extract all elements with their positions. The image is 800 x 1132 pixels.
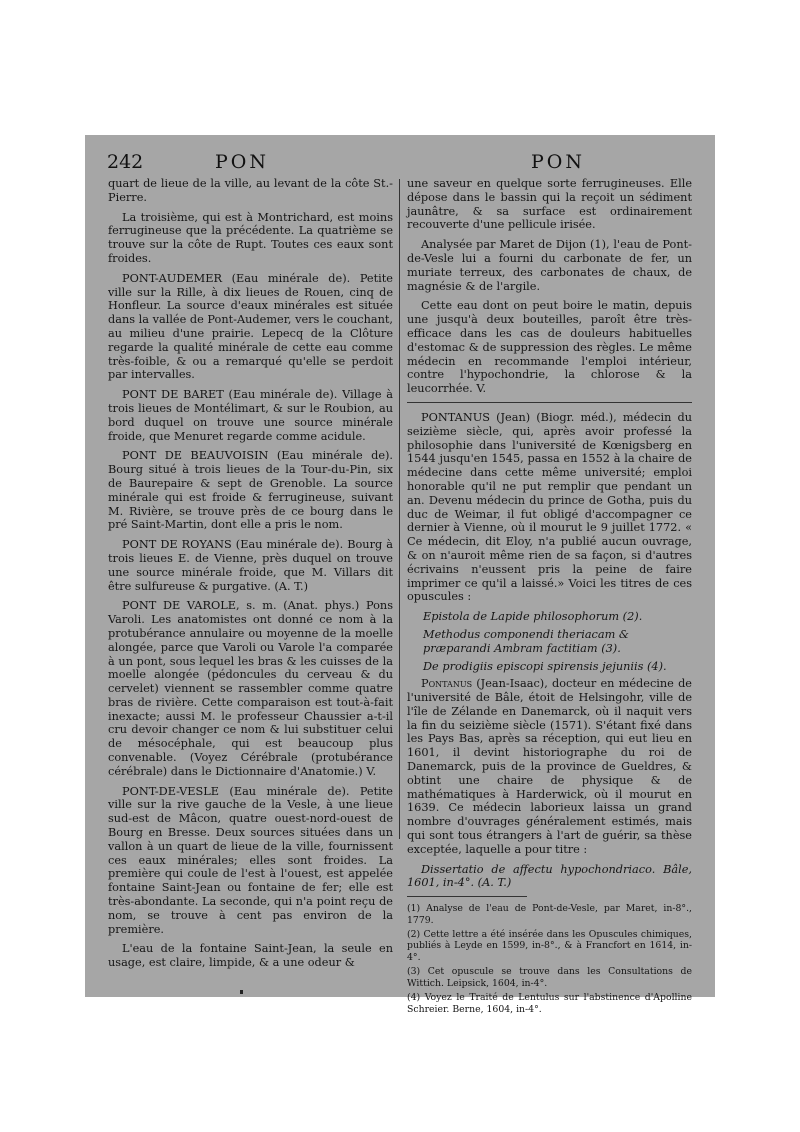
paragraph-dissertatio: Dissertatio de affectu hypochondriaco. Bâle, 1601, in-4°. (A. T.) [407, 862, 692, 890]
footnote-2: (2) Cette lettre a été insérée dans les Opuscules chimiques, publiés à Leyde en 1599, in-8°., & à Francfort en 1614, in-4°. [407, 929, 692, 963]
opuscule-title-1: Epistola de Lapide philosophorum (2). [423, 610, 643, 624]
entry-headword: PONTANUS (Jean) [421, 410, 531, 424]
section-rule [407, 402, 692, 403]
footnote-rule [407, 896, 527, 897]
running-head-left: PON [215, 151, 269, 173]
opuscule-title-3: De prodigiis episcopi spirensis jejuniis (4). [423, 659, 667, 673]
paragraph-saveur: une saveur en quelque sorte ferrugineuses. Elle dépose dans le bassin qui la reçoit un sédiment jaunâtre, & sa surface est ordinairement recouverte d'une pellicule irisée. [407, 177, 692, 232]
footnote-4: (4) Voyez le Traité de Lentulus sur l'abstinence d'Apolline Schreier. Berne, 1604, in-4°. [407, 992, 692, 1015]
opuscule-title-2: Methodus componendi theriacam & præparandi Ambram factitiam (3). [423, 627, 629, 655]
entry-pont-de-varole: PONT DE VAROLE, s. m. (Anat. phys.) Pons Varoli. Les anatomistes ont donné ce nom à la protubérance annulaire ou moyenne de la moelle alongée, parce que Varoli ou Varole l'a comparée à un pont, sous lequel les bras & les cuisses de la moelle alongée (pédoncules du cerveau & du cervelet) viennent se rassembler comme quatre bras de rivière. Cette comparaison est tout-à-fait inexacte; aussi M. le professeur Chaussier a-t-il cru devoir changer ce nom & lui substituer celui de mésocéphale, qui est beaucoup plus convenable. (Voyez Cérébrale (protubérance cérébrale) dans le Dictionnaire d'Anatomie.) V. [108, 599, 393, 778]
entry-headword: PONT-DE-VESLE [122, 784, 220, 798]
page-number: 242 [107, 151, 144, 173]
scanned-page [85, 135, 715, 1015]
right-column [407, 177, 692, 1015]
paragraph-troisieme: La troisième, qui est à Montrichard, est moins ferrugineuse que la précédente. La quatrième se trouve sur la côte de Rupt. Toutes ces eaux sont froides. [108, 210, 393, 265]
page-header [107, 151, 699, 179]
footnote-3: (3) Cet opuscule se trouve dans les Consultations de Wittich. Leipsick, 1604, in-4°. [407, 966, 692, 989]
entry-pontanus-jean: PONTANUS (Jean) (Biogr. méd.), médecin du seizième siècle, qui, après avoir professé la philosophie dans l'université de Kœnigsberg en 1544 jusqu'en 1545, passa en 1552 à la chaire de médecine dans cette même université; emploi honorable qu'il ne put remplir que pendant un an. Devenu médecin du prince de Gotha, puis du duc de Weimar, il fut obligé d'accompagner ce dernier à Vienne, où il mourut le 9 juillet 1772. « Ce médecin, dit Eloy, n'a publié aucun ouvrage, & on n'auroit même rien de sa façon, si d'autres écrivains n'eussent pris la peine de faire imprimer ce qu'il a laissé.» Voici les titres de ces opuscules : [407, 410, 692, 604]
entry-headword: PONT-AUDEMER [122, 271, 222, 285]
paragraph-cette-eau: Cette eau dont on peut boire le matin, depuis une jusqu'à deux bouteilles, paroît être très-efficace dans les cas de douleurs habituelles d'estomac & de suppression des règles. Le même médecin en recommande l'emploi intérieur, contre l'hypochondrie, la chlorose & la leucorrhée. V. [407, 299, 692, 396]
paragraph-intro: quart de lieue de la ville, au levant de la côte St.-Pierre. [108, 177, 393, 204]
entry-headword: Pontanus [421, 677, 473, 691]
paragraph-analysee: Analysée par Maret de Dijon (1), l'eau de Pont-de-Vesle lui a fourni du carbonate de fer, un muriate terreux, des carbonates de chaux, de magnésie & de l'argile. [407, 238, 692, 293]
entry-headword: PONT DE ROYANS [122, 538, 232, 552]
entry-headword: PONT DE VAROLE [122, 599, 236, 613]
left-column [108, 177, 393, 989]
running-head-right: PON [531, 151, 585, 173]
paragraph-eau-fontaine: L'eau de la fontaine Saint-Jean, la seule en usage, est claire, limpide, & a une odeur & [108, 942, 393, 970]
column-divider [399, 179, 400, 839]
entry-pont-de-baret: PONT DE BARET (Eau minérale de). Village à trois lieues de Montélimart, & sur le Roubion, au bord duquel on trouve une source minérale froide, que Menuret regarde comme acidule. [108, 388, 393, 443]
entry-pont-de-beauvoisin: PONT DE BEAUVOISIN (Eau minérale de). Bourg situé à trois lieues de la Tour-du-Pin, six de Baurepaire & sept de Grenoble. La source minérale qui est froide & ferrugineuse, suivant M. Rivière, se trouve près de ce bourg dans le pré Saint-Martin, dont elle a pris le nom. [108, 449, 394, 532]
entry-pont-de-vesle: PONT-DE-VESLE (Eau minérale de). Petite ville sur la rive gauche de la Vesle, à une lieue sud-est de Mâcon, quatre ouest-nord-ouest de Bourg en Bresse. Deux sources situées dans un vallon à un quart de lieue de la ville, fournissent ces eaux minérales; elles sont froides. La première qui coule de l'est à l'ouest, est appelée fontaine Saint-Jean ou fontaine de fer; elle est très-abondante. La seconde, qui n'a point reçu de nom, se trouve à cent pas environ de la première. [108, 784, 393, 936]
entry-headword: PONT DE BARET [122, 388, 224, 402]
entry-headword: PONT DE BEAUVOISIN [122, 449, 269, 463]
entry-pont-audemer: PONT-AUDEMER (Eau minérale de). Petite ville sur la Rille, à dix lieues de Rouen, cinq de Honfleur. La source d'eaux minérales est située dans la vallée de Pont-Audemer, vers le couchant, au milieu d'une prairie. Lepecq de la Clôture regarde la qualité minérale de cette eau comme très-foible, & ou a remarqué qu'elle se perdoit par intervalles. [108, 271, 393, 382]
entry-pont-de-royans: PONT DE ROYANS (Eau minérale de). Bourg à trois lieues E. de Vienne, près duquel on trouve une source minérale froide, que M. Villars dit être sulfureuse & purgative. (A. T.) [108, 538, 393, 593]
entry-pontanus-isaac: Pontanus (Jean-Isaac), docteur en médecine de l'université de Bâle, étoit de Helsingohr, ville de l'île de Zélande en Danemarck, où il naquit vers la fin du seizième siècle (1571). S'étant fixé dans les Pays Bas, après sa réception, qui eut lieu en 1601, il devint historiographe du roi de Danemarck, puis de la province de Gueldres, & obtint une chaire de physique & de mathématiques à Harderwick, où il mourut en 1639. Ce médecin laborieux laissa un grand nombre d'ouvrages généralement estimés, mais qui sont tous étrangers à l'art de guérir, sa thèse exceptée, laquelle a pour titre : [407, 677, 692, 856]
footnote-1: (1) Analyse de l'eau de Pont-de-Vesle, par Maret, in-8°., 1779. [407, 903, 692, 926]
print-mark [240, 990, 243, 994]
